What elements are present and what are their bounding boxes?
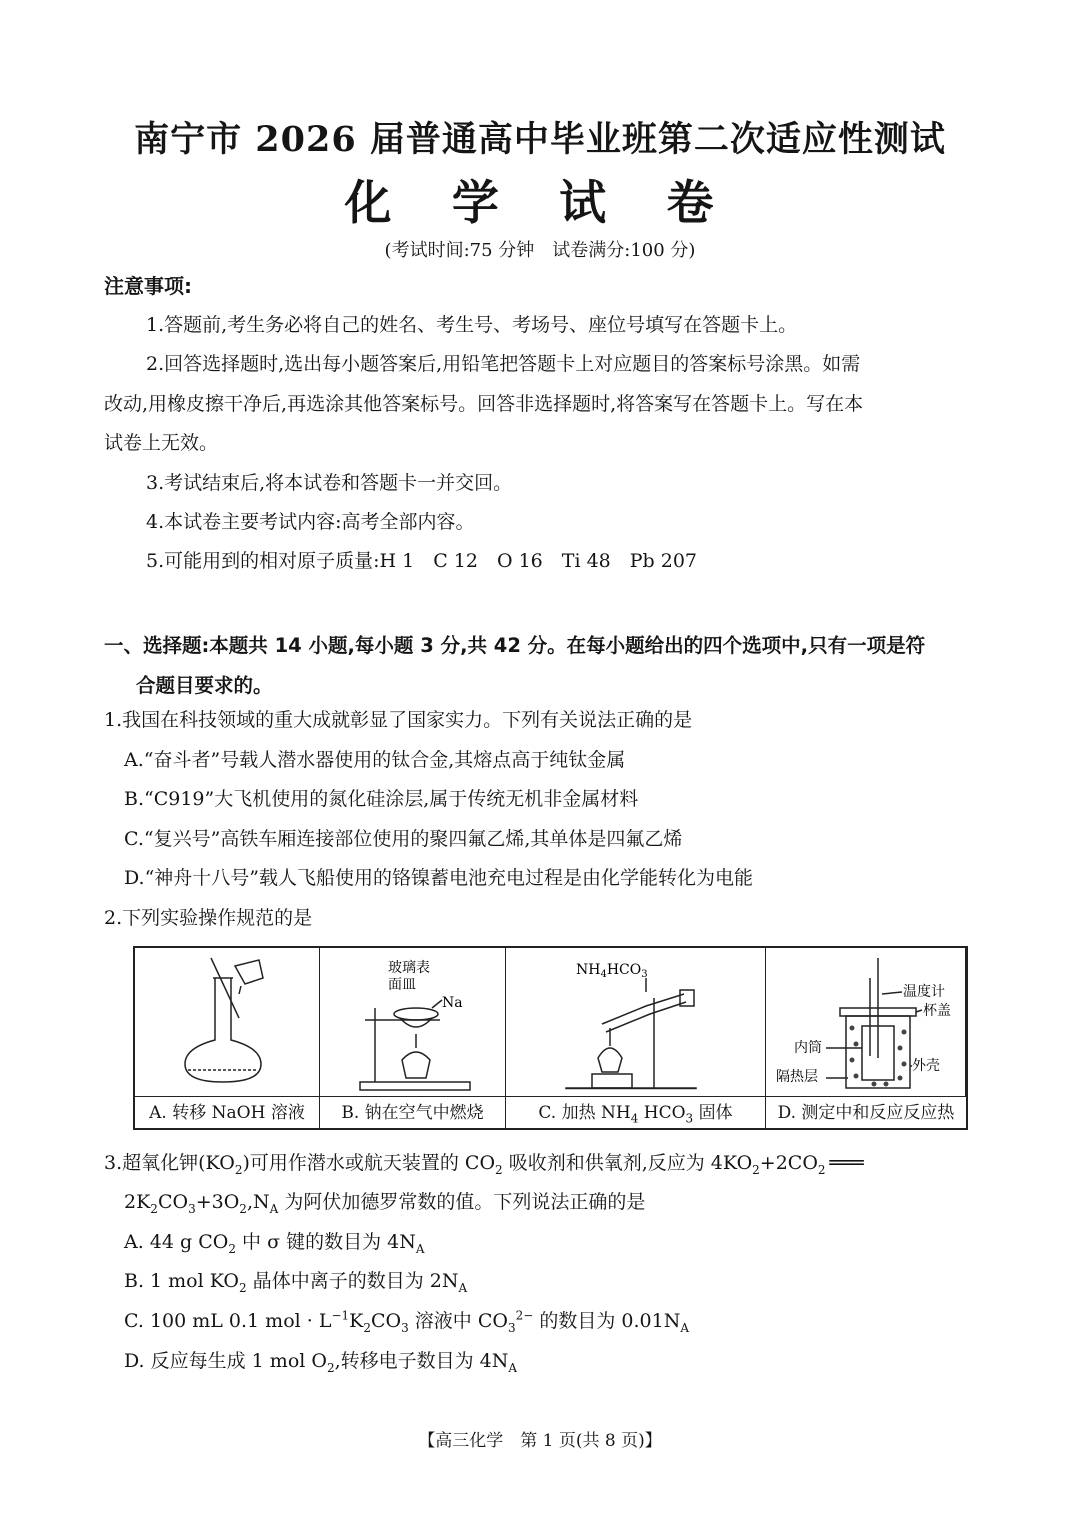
watch-glass-label-1: 玻璃表 [388,960,430,976]
q3-stem-line2: $2K_2CO_3+3O_2,N_A$ 为阿伏加德罗常数的值。下列说法正确的是 [124,1191,646,1216]
q2-apparatus-table [133,946,968,1130]
q2-caption-row [135,1096,966,1129]
exam-info: (考试时间:75 分钟 试卷满分:100 分) [384,240,696,261]
notice-item-2-line2: 改动,用橡皮擦干净后,再选涂其他答案标号。回答非选择题时,将答案写在答题卡上。写在本 [104,393,864,415]
volumetric-flask-illustration [135,948,319,1096]
thermometer-label: 温度计 [903,984,945,1000]
q3-option-a: A. 44 g $CO_2$ 中 σ 键的数目为 $4N_A$ [124,1231,425,1256]
q3-option-d: D. 反应每生成 1 mol $O_2$,转移电子数目为 $4N_A$ [124,1350,518,1375]
q2-caption-d: D. 测定中和反应反应热 [777,1103,955,1123]
q1-option-d: D.“神舟十八号”载人飞船使用的铬镍蓄电池充电过程是由化学能转化为电能 [124,867,754,889]
inner-cylinder-label: 内筒 [794,1040,822,1056]
q1-option-b: B.“C919”大飞机使用的氮化硅涂层,属于传统无机非金属材料 [124,788,639,810]
notice-heading: 注意事项: [104,274,192,298]
page-footer: 【高三化学 第 1 页(共 8 页)】 [418,1431,662,1451]
q2-figure-c [506,948,766,1096]
nh4hco3-label: $NH_4HCO_3$ [576,962,648,980]
q2-figure-b [320,948,506,1096]
q3-stem-line1: 3.超氧化钾$(KO_2)$可用作潜水或航天装置的 $CO_2$ 吸收剂和供氧剂,反应为 $4KO_2+2CO_2$ ═══ [104,1152,864,1177]
notice-item-5: 5.可能用到的相对原子质量:H 1 C 12 O 16 Ti 48 Pb 207 [146,550,697,572]
sodium-label: Na [442,995,463,1011]
lid-label: 杯盖 [923,1003,951,1019]
notice-item-2-line3: 试卷上无效。 [104,432,219,454]
q1-option-a: A.“奋斗者”号载人潜水器使用的钛合金,其熔点高于纯钛金属 [124,749,626,771]
insulation-label: 隔热层 [776,1069,818,1085]
q2-caption-a: A. 转移 NaOH 溶液 [135,1097,320,1129]
q2-caption-b: B. 钠在空气中燃烧 [320,1097,506,1129]
subject-title: 化 学 试 卷 [344,176,736,231]
section1-heading-line2: 合题目要求的。 [136,674,273,697]
q2-figure-a [135,948,320,1096]
q2-figure-d [766,948,966,1096]
notice-item-4: 4.本试卷主要考试内容:高考全部内容。 [146,511,475,533]
notice-item-2-line1: 2.回答选择题时,选出每小题答案后,用铅笔把答题卡上对应题目的答案标号涂黑。如需 [146,353,861,375]
sodium-combustion-illustration [320,948,505,1096]
q3-option-b: B. 1 mol $KO_2$ 晶体中离子的数目为 $2N_A$ [124,1270,468,1295]
section1-heading-line1: 一、选择题:本题共 14 小题,每小题 3 分,共 42 分。在每小题给出的四个选项中,只有一项是符 [104,634,926,657]
calorimeter-illustration [766,948,966,1096]
exam-title: 南宁市 2026 届普通高中毕业班第二次适应性测试 [134,119,946,160]
q2-caption-c: C. 加热 $NH_4$ $HCO_3$ 固体 [506,1097,766,1129]
q2-stem: 2.下列实验操作规范的是 [104,907,313,929]
notice-item-1: 1.答题前,考生务必将自己的姓名、考生号、考场号、座位号填写在答题卡上。 [146,314,798,336]
notice-item-3: 3.考试结束后,将本试卷和答题卡一并交回。 [146,472,513,494]
q3-option-c: C. 100 mL 0.1 mol · $L^{-1}K_2CO_3$ 溶液中 $CO_3^{2-}$ 的数目为 $0.01N_A$ [124,1308,689,1335]
outer-shell-label: 外壳 [912,1058,940,1074]
watch-glass-label-2: 面皿 [388,977,416,993]
heating-solid-illustration [506,948,765,1096]
q1-option-c: C.“复兴号”高铁车厢连接部位使用的聚四氟乙烯,其单体是四氟乙烯 [124,828,683,850]
q1-stem: 1.我国在科技领域的重大成就彰显了国家实力。下列有关说法正确的是 [104,709,693,731]
